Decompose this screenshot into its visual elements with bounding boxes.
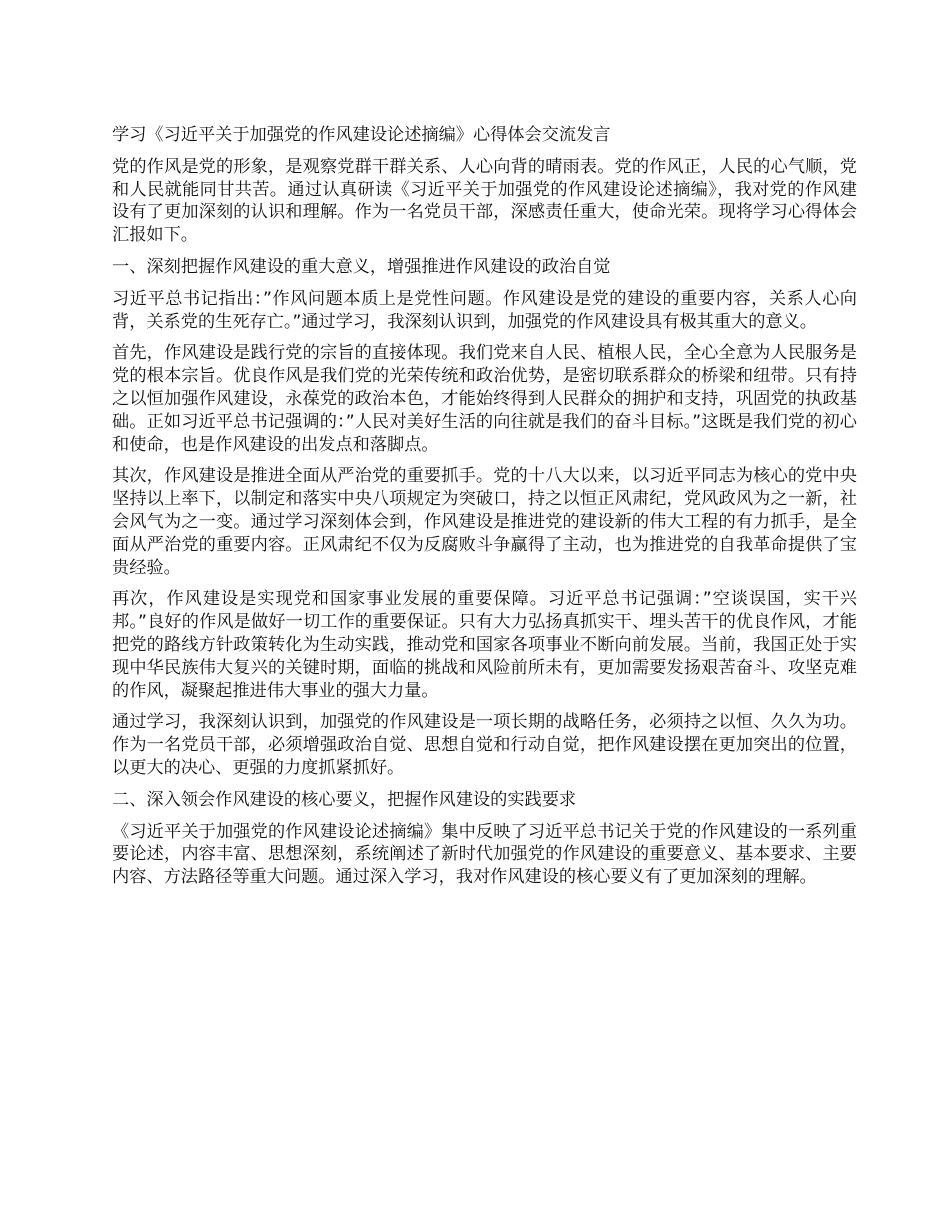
intro-paragraph: 党的作风是党的形象，是观察党群干群关系、人心向背的晴雨表。党的作风正，人民的心气顺，党和人民就能同甘共苦。通过认真研读《习近平关于加强党的作风建设论述摘编》，我对党的作风建设有了更加深刻的认识和理解。作为一名党员干部，深感责任重大，使命光荣。现将学习心得体会汇报如下。 [112,156,857,246]
section-1-paragraph-2: 首先，作风建设是践行党的宗旨的直接体现。我们党来自人民、植根人民，全心全意为人民服务是党的根本宗旨。优良作风是我们党的光荣传统和政治优势，是密切联系群众的桥梁和纽带。只有持之以恒加强作风建设，永葆党的政治本色，才能始终得到人民群众的拥护和支持，巩固党的执政基础。正如习近平总书记强调的：”人民对美好生活的向往就是我们的奋斗目标。”这既是我们党的初心和使命，也是作风建设的出发点和落脚点。 [112,343,857,455]
section-2-paragraph-1: 《习近平关于加强党的作风建设论述摘编》集中反映了习近平总书记关于党的作风建设的一系列重要论述，内容丰富、思想深刻，系统阐述了新时代加强党的作风建设的重要意义、基本要求、主要内容、方法路径等重大问题。通过深入学习，我对作风建设的核心要义有了更加深刻的理解。 [112,821,857,888]
section-1-heading: 一、深刻把握作风建设的重大意义，增强推进作风建设的政治自觉 [112,256,611,277]
section-2-heading: 二、深入领会作风建设的核心要义，把握作风建设的实践要求 [112,789,577,810]
document-page [112,124,857,898]
section-1-paragraph-4: 再次，作风建设是实现党和国家事业发展的重要保障。习近平总书记强调：”空谈误国，实干兴邦。”良好的作风是做好一切工作的重要保证。只有大力弘扬真抓实干、埋头苦干的优良作风，才能把党的路线方针政策转化为生动实践，推动党和国家各项事业不断向前发展。当前，我国正处于实现中华民族伟大复兴的关键时期，面临的挑战和风险前所未有，更加需要发扬艰苦奋斗、攻坚克难的作风，凝聚起推进伟大事业的强大力量。 [112,589,857,701]
document-title: 学习《习近平关于加强党的作风建设论述摘编》心得体会交流发言 [112,125,611,145]
section-1-paragraph-3: 其次，作风建设是推进全面从严治党的重要抓手。党的十八大以来，以习近平同志为核心的党中央坚持以上率下，以制定和落实中央八项规定为突破口，持之以恒正风肃纪，党风政风为之一新，社会风气为之一变。通过学习深刻体会到，作风建设是推进党的建设新的伟大工程的有力抓手，是全面从严治党的重要内容。正风肃纪不仅为反腐败斗争赢得了主动，也为推进党的自我革命提供了宝贵经验。 [112,466,857,578]
section-1-paragraph-1: 习近平总书记指出：”作风问题本质上是党性问题。作风建设是党的建设的重要内容，关系人心向背，关系党的生死存亡。”通过学习，我深刻认识到，加强党的作风建设具有极其重大的意义。 [112,288,857,332]
section-1-paragraph-5: 通过学习，我深刻认识到，加强党的作风建设是一项长期的战略任务，必须持之以恒、久久为功。作为一名党员干部，必须增强政治自觉、思想自觉和行动自觉，把作风建设摆在更加突出的位置，以更大的决心、更强的力度抓紧抓好。 [112,712,857,778]
